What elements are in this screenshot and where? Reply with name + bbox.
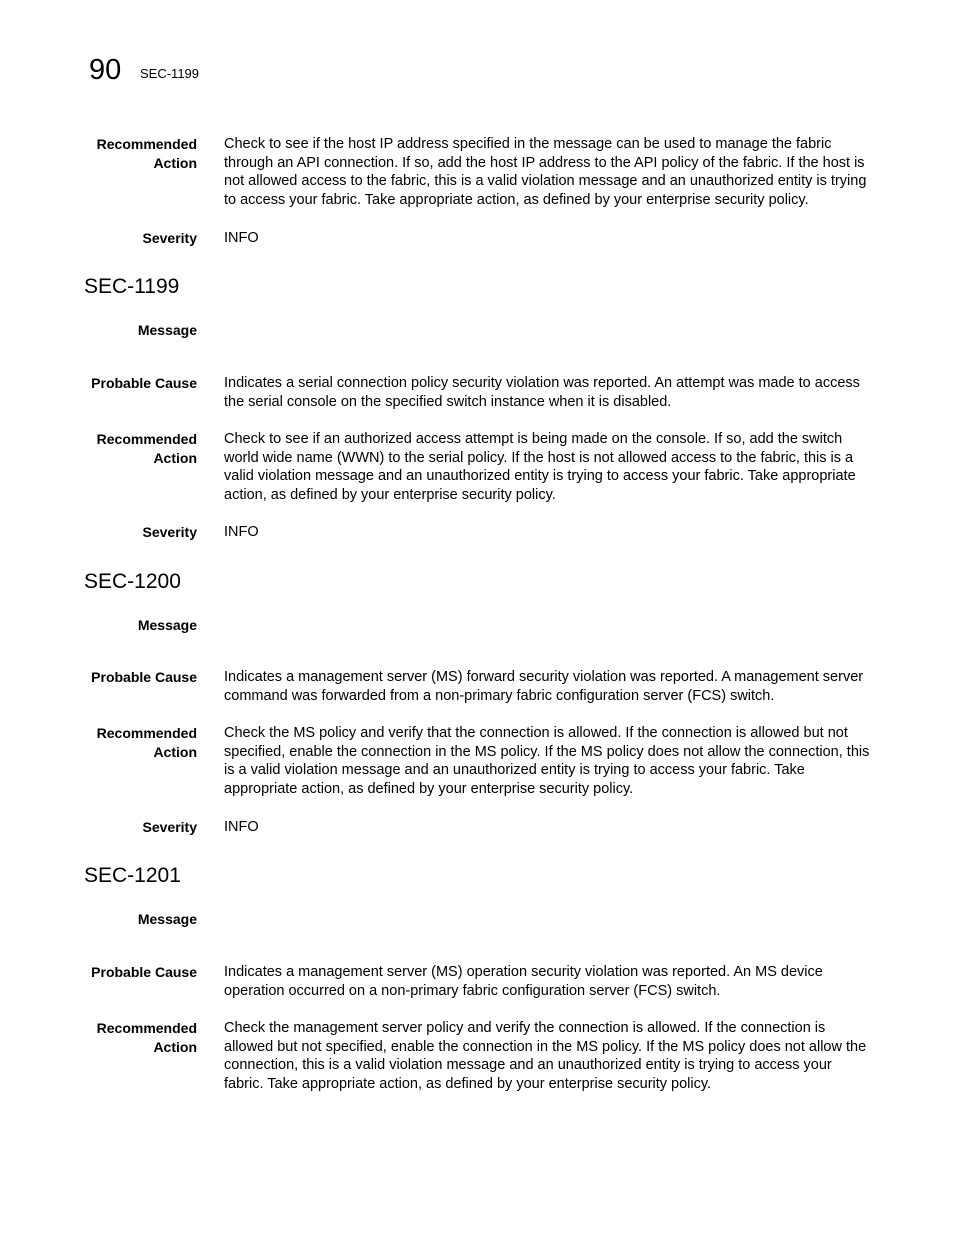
- probable-cause-text: Indicates a management server (MS) forward security violation was reported. A management server command was forwarded from a non-primary fabric configuration server (FCS) switch.: [224, 669, 864, 704]
- severity-value: INFO: [224, 524, 259, 540]
- recommended-action-text: Check the MS policy and verify that the connection is allowed. If the connection is allowed but not specified, enable the connection in the MS policy. If the MS policy does not allow the connection, this is a valid violation message and an unauthorized entity is trying to access your fabric. Take appropriate action, as defined by your enterprise security policy.: [224, 725, 870, 798]
- severity-value: INFO: [224, 819, 259, 835]
- recommended-action-label: Recommended Action: [96, 136, 197, 171]
- severity-label: Severity: [142, 524, 197, 540]
- recommended-action-text: Check the management server policy and verify the connection is allowed. If the connection is allowed but not specified, enable the connection in the MS policy. If the MS policy does not allow the connection, this is a valid violation message and an unauthorized entity is trying to access your fabric. Take appropriate action, as defined by your enterprise security policy.: [224, 1020, 867, 1093]
- severity-value: INFO: [224, 230, 259, 246]
- probable-cause-text: Indicates a management server (MS) operation security violation was reported. An MS device operation occurred on a non-primary fabric configuration server (FCS) switch.: [224, 964, 823, 999]
- section-title: SEC-1201: [84, 864, 181, 887]
- message-label: Message: [137, 617, 197, 633]
- recommended-action-label: Recommended Action: [96, 725, 197, 760]
- probable-cause-label: Probable Cause: [91, 375, 197, 391]
- recommended-action-text: Check to see if an authorized access attempt is being made on the console. If so, add the switch world wide name (WWN) to the serial policy. If the host is not allowed access to the fabric, this is a valid violation message and an unauthorized entity is trying to access your fabric. Take appropriate action, as defined by your enterprise security policy.: [224, 431, 856, 504]
- probable-cause-text: Indicates a serial connection policy security violation was reported. An attempt was made to access the serial console on the specified switch instance when it is disabled.: [224, 375, 860, 410]
- recommended-action-label: Recommended Action: [96, 431, 197, 466]
- page-number: 90: [89, 54, 122, 86]
- message-label: Message: [137, 911, 197, 927]
- probable-cause-label: Probable Cause: [91, 964, 197, 980]
- running-title: SEC-1199: [140, 66, 200, 81]
- recommended-action-label: Recommended Action: [96, 1020, 197, 1055]
- severity-label: Severity: [142, 819, 197, 835]
- probable-cause-label: Probable Cause: [91, 669, 197, 685]
- recommended-action-text: Check to see if the host IP address specified in the message can be used to manage the fabric through an API connection. If so, add the host IP address to the API policy of the fabric. If the host is not allowed access to the fabric, this is a valid violation message and an unauthorized entity is trying to access your fabric. Take appropriate action, as defined by your enterprise security policy.: [224, 136, 867, 209]
- section-title: SEC-1200: [84, 570, 181, 593]
- message-label: Message: [137, 322, 197, 338]
- section-title: SEC-1199: [84, 275, 180, 298]
- severity-label: Severity: [142, 230, 197, 246]
